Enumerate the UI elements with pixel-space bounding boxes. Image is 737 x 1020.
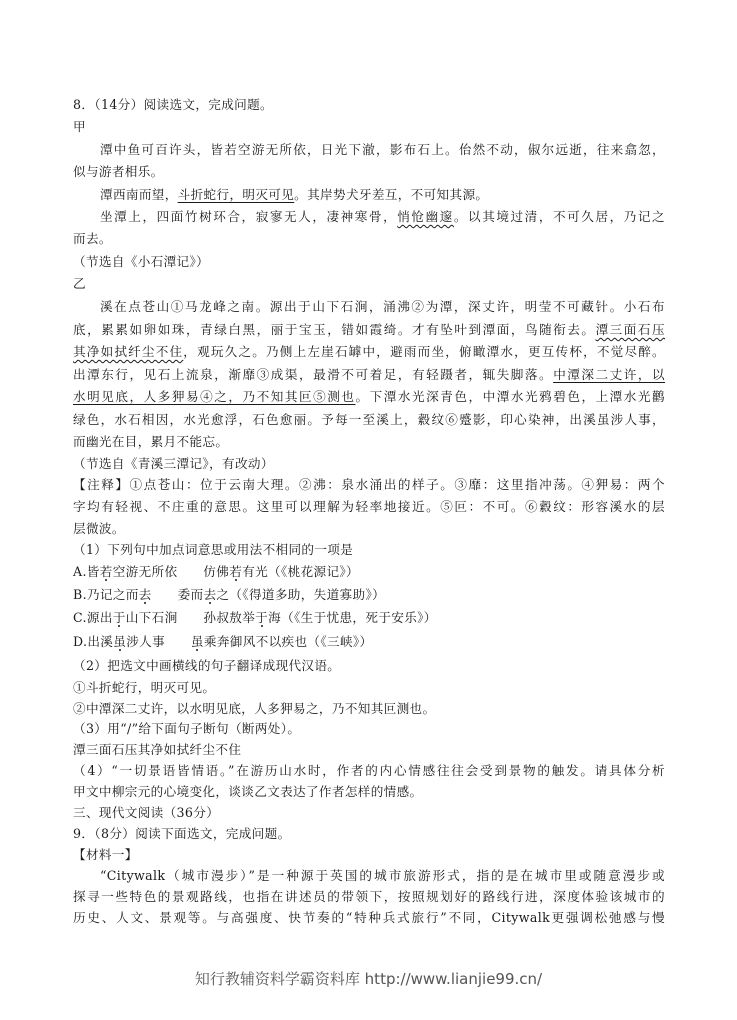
q8-3-sentence: 潭三面石压其净如拭纤尘不住 — [73, 742, 242, 757]
q8-2-sentence-1: ①斗折蛇行，明灭可见。 — [73, 680, 216, 695]
material-1-line-1: “Citywalk（城市漫步）”是一种源于英国的城市旅游形式，指的是在城市里或随意漫步或 — [100, 868, 665, 883]
yi-line-3 — [73, 342, 665, 362]
option-c-dotted-2: 于 — [255, 610, 269, 625]
yi-line-4 — [73, 365, 665, 385]
q8-2-sentence-2: ②中潭深二丈许，以水明见底，人多狎易之，乃不知其叵测也。 — [73, 701, 436, 716]
yi-label: 乙 — [73, 276, 86, 291]
jia-source: （节选自《小石潭记》） — [73, 254, 210, 269]
jia-paragraph-3-line-2: 而去。 — [73, 231, 112, 246]
jia-p3-wavy: 悄怆幽邃 — [397, 209, 454, 224]
yi-l5-text: 。下潭水光深青色，中潭水光鸦碧色，上潭水光鹳 — [355, 389, 666, 404]
yi-line-5 — [73, 387, 665, 407]
option-c-text-3: 海（《生于忧患，死于安乐》） — [268, 610, 437, 625]
option-d-dotted-2: 虽 — [190, 634, 204, 649]
yi-l2-text: 底，累累如卵如珠，青绿白黑，丽于宝玉，错如霞绮。才有坠叶到潭面，鸟随衔去。 — [73, 322, 596, 337]
option-c-dotted-1: 于 — [112, 610, 126, 625]
jia-p2-underlined: 斗折蛇行，明灭可见 — [177, 187, 295, 202]
option-a-text-2: 空游无所依 仿佛 — [112, 564, 230, 579]
material-1-line-3: 历史、人文、景观等。与高强度、快节奏的“特种兵式旅行”不同，Citywalk更强调松弛感与慢 — [73, 910, 665, 925]
option-b-text-3: 之（《得道多助，失道寡助》） — [216, 587, 386, 602]
option-d-text-3: 乘奔御风不以疾也（《三峡》） — [203, 634, 373, 649]
q8-header: 8．（14分）阅读选文，完成问题。 — [73, 97, 273, 112]
q8-4-line-2: 甲文中柳宗元的心境变化，谈谈乙文表达了作者怎样的情感。 — [73, 784, 423, 799]
yi-l2-wavy: 潭三面石压 — [595, 322, 665, 337]
option-a-dotted-1: 若 — [99, 564, 113, 579]
option-c-text-2: 山下石涧 孙叔敖举 — [125, 610, 256, 625]
yi-line-7: 而幽光在目，累月不能忘。 — [73, 434, 229, 449]
option-a-text-3: 有光（《桃花源记》） — [242, 564, 359, 579]
yi-source: （节选自《青溪三潭记》，有改动） — [73, 456, 274, 471]
q8-1-stem: （1）下列句中加点词意思或用法不相同的一项是 — [73, 542, 354, 557]
yi-line-2 — [73, 320, 665, 340]
option-a-text-1: A.皆 — [73, 564, 100, 579]
yi-l5-underlined: 水明见底，人多狎易④之，乃不知其叵⑤测也 — [73, 389, 356, 404]
option-d-text-1: D.出溪 — [73, 634, 114, 649]
yi-l3-wavy: 其净如拭纤尘不住 — [73, 344, 184, 359]
footer-watermark: 知行教辅资料学霸资料库 http://www.lianjie99.cn/ — [194, 970, 543, 988]
material-1-line-2: 探寻一些特色的景观路线，也指在讲述员的带领下，按照规划好的路线行进，深度体验该城市的 — [73, 889, 665, 904]
option-b — [73, 585, 665, 605]
section-3-heading: 三、现代文阅读（36分） — [73, 805, 220, 820]
q8-2-stem: （2）把选文中画横线的句子翻译成现代汉语。 — [73, 658, 341, 673]
jia-p3-text-a: 坐潭上，四面竹树环合，寂寥无人，凄神寒骨， — [100, 209, 398, 224]
yi-line-6: 绿色，水石相因，水光愈浮，石色愈丽。予每一至溪上，縠纹⑥蹙影，印心染神，出溪虽涉人事， — [73, 412, 665, 427]
jia-p2-text-a: 潭西南而望， — [100, 187, 178, 202]
option-b-text-2: 委而 — [151, 587, 204, 602]
notes-line-2: 字均有轻视、不庄重的意思。这里可以理解为轻率地接近。⑤叵：不可。⑥縠纹：形容溪水的层 — [73, 499, 665, 514]
jia-paragraph-1-line-1: 潭中鱼可百许头，皆若空游无所依，日光下澈，影布石上。佁然不动，俶尔远逝，往来翕忽， — [100, 142, 665, 157]
option-b-text-1: B.乃记之而 — [73, 587, 139, 602]
q8-4-line-1: （4）“一切景语皆情语。”在游历山水时，作者的内心情感往往会受到景物的触发。请具体分析 — [73, 763, 665, 778]
option-a — [73, 562, 665, 582]
option-c — [73, 608, 665, 628]
q8-3-stem: （3）用“/”给下面句子断句（断两处）。 — [73, 721, 301, 736]
material-1-label: 【材料一】 — [73, 847, 138, 862]
option-d-dotted-1: 虽 — [113, 634, 127, 649]
notes-line-3: 层微波。 — [73, 521, 125, 536]
yi-l4-text: 出潭东行，见石上流泉，渐靡③成渠，最滑不可着足，有轻蹑者，辄失脚落。 — [73, 367, 554, 382]
jia-paragraph-3-line-1 — [100, 207, 665, 227]
yi-line-1: 溪在点苍山①马龙峰之南。源出于山下石涧，涌沸②为潭，深丈许，明莹不可藏针。小石布 — [100, 299, 665, 314]
yi-l3-text: ，观玩久之。乃侧上左崖石罅中，避雨而坐，俯瞰潭水，更互传杯，不觉尽醉。 — [183, 344, 665, 359]
jia-p2-text-b: 。其岸势犬牙差互，不可知其源。 — [294, 187, 489, 202]
option-b-dotted-1: 去 — [138, 587, 152, 602]
option-c-text-1: C.源出 — [73, 610, 113, 625]
jia-paragraph-1-line-2: 似与游者相乐。 — [73, 164, 164, 179]
notes-line-1: 【注释】①点苍山：位于云南大理。②沸：泉水涌出的样子。③靡：这里指冲荡。④狎易：两个 — [73, 477, 665, 492]
option-a-dotted-2: 若 — [229, 564, 243, 579]
yi-l4-underlined: 中潭深二丈许，以 — [553, 367, 665, 382]
option-d-text-2: 涉人事 — [126, 634, 191, 649]
q9-header: 9．（8分）阅读下面选文，完成问题。 — [73, 826, 291, 841]
option-d — [73, 632, 665, 652]
option-b-dotted-2: 去 — [203, 587, 217, 602]
jia-p3-text-b: 。以其境过清，不可久居，乃记之 — [453, 209, 666, 224]
jia-label: 甲 — [73, 119, 86, 134]
jia-paragraph-2 — [100, 185, 665, 205]
